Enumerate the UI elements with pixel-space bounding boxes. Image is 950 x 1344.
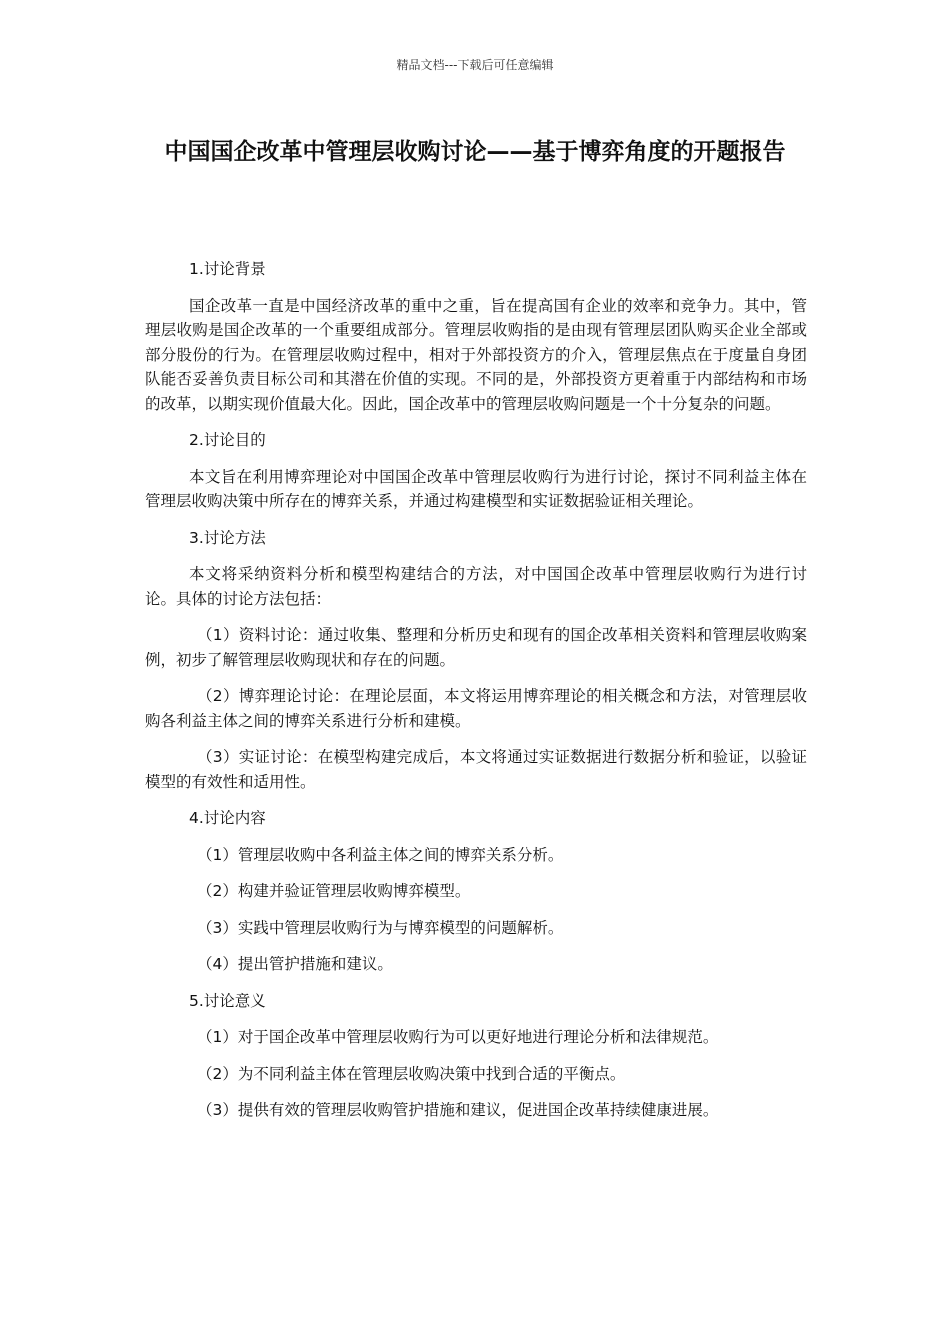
section-heading-content: 4.讨论内容	[189, 809, 266, 827]
list-item: （2）博弈理论讨论：在理论层面，本文将运用博弈理论的相关概念和方法，对管理层收购各利益主体之间的博弈关系进行分析和建模。	[145, 687, 807, 730]
section-heading-significance: 5.讨论意义	[189, 991, 266, 1010]
list-item: （1）管理层收购中各利益主体之间的博弈关系分析。	[197, 845, 564, 864]
list-item: （2）为不同利益主体在管理层收购决策中找到合适的平衡点。	[197, 1064, 626, 1083]
list-item: （4）提出管护措施和建议。	[197, 955, 393, 973]
document-body	[145, 257, 807, 1135]
list-item: （3）实践中管理层收购行为与博弈模型的问题解析。	[197, 918, 564, 937]
section-heading-background: 1.讨论背景	[189, 260, 266, 278]
list-item: （2）构建并验证管理层收购博弈模型。	[197, 882, 471, 900]
list-item: （3）提供有效的管理层收购管护措施和建议，促进国企改革持续健康进展。	[197, 1101, 719, 1119]
section-paragraph: 本文将采纳资料分析和模型构建结合的方法，对中国国企改革中管理层收购行为进行讨论。具体的讨论方法包括：	[145, 565, 807, 608]
section-heading-purpose: 2.讨论目的	[189, 431, 266, 449]
document-title: 中国国企改革中管理层收购讨论——基于博弈角度的开题报告	[164, 139, 786, 165]
section-paragraph: 国企改革一直是中国经济改革的重中之重，旨在提高国有企业的效率和竞争力。其中，管理层收购是国企改革的一个重要组成部分。管理层收购指的是由现有管理层团队购买企业全部或部分股份的行为。在管理层收购过程中，相对于外部投资方的介入，管理层焦点在于度量自身团队能否妥善负责目标公司和其潜在价值的实现。不同的是，外部投资方更着重于内部结构和市场的改革，以期实现价值最大化。因此，国企改革中的管理层收购问题是一个十分复杂的问题。	[145, 296, 807, 413]
list-item: （3）实证讨论：在模型构建完成后，本文将通过实证数据进行数据分析和验证，以验证模型的有效性和适用性。	[145, 748, 807, 791]
section-heading-method: 3.讨论方法	[189, 528, 266, 547]
page-header-note: 精品文档---下载后可任意编辑	[396, 58, 554, 72]
list-item: （1）对于国企改革中管理层收购行为可以更好地进行理论分析和法律规范。	[197, 1028, 719, 1046]
list-item: （1）资料讨论：通过收集、整理和分析历史和现有的国企改革相关资料和管理层收购案例，初步了解管理层收购现状和存在的问题。	[145, 626, 807, 669]
section-paragraph: 本文旨在利用博弈理论对中国国企改革中管理层收购行为进行讨论，探讨不同利益主体在管理层收购决策中所存在的博弈关系，并通过构建模型和实证数据验证相关理论。	[145, 467, 807, 510]
